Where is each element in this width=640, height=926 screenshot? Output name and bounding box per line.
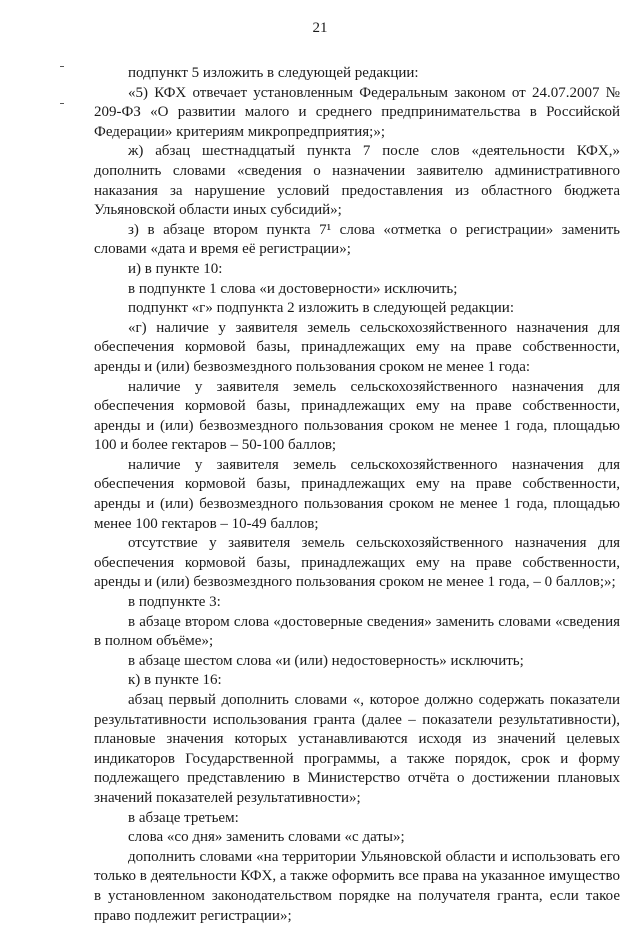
paragraph: к) в пункте 16: [128,672,222,689]
paragraph: наличие у заявителя земель сельскохозяйственного назначения для обеспечения кормовой базы, принадлежащих ему на праве собственности, аренды и (или) безвозмездного пользования сроком не менее 1 года, площадью менее 100 гектаров – 10-49 баллов; [94,456,620,532]
paragraph: в абзаце шестом слова «и (или) недостоверность» исключить; [128,652,524,669]
paragraph: и) в пункте 10: [128,260,223,277]
paragraph: отсутствие у заявителя земель сельскохозяйственного назначения для обеспечения кормовой базы, принадлежащих ему на праве собственности, аренды и (или) безвозмездного пользования сроком не менее 1 года, – 0 баллов;»; [94,535,620,591]
paragraph: «г) наличие у заявителя земель сельскохозяйственного назначения для обеспечения кормовой базы, принадлежащих ему на праве собственности, аренды и (или) безвозмездного пользования сроком не менее 1 года: [94,319,620,375]
paragraph: абзац первый дополнить словами «, которое должно содержать показатели результативности использования гранта (далее – показатели результативности), плановые значения которых устанавливаются исходя из значений целевых индикаторов Государственной программы, а также порядок, срок и форму подлежащего представлению в Министерство отчёта о достижении плановых значений показателей результативности»; [94,692,620,806]
margin-mark [60,66,64,67]
margin-mark [60,103,64,104]
paragraph: слова «со дня» заменить словами «с даты»; [128,829,405,846]
page-number: 21 [312,20,328,36]
document-body [94,64,620,926]
paragraph: подпункт 5 изложить в следующей редакции: [128,65,419,81]
paragraph: з) в абзаце втором пункта 7¹ слова «отметка о регистрации» заменить словами «дата и время её регистрации»; [94,221,620,258]
paragraph: дополнить словами «на территории Ульяновской области и использовать его только в деятельности КФХ, а также оформить все права на указанное имущество в установленном законодательством порядке на получателя гранта, если такое право подлежит регистрации»; [94,848,620,924]
paragraph: в подпункте 1 слова «и достоверности» исключить; [128,280,458,297]
paragraph: в абзаце третьем: [128,809,239,826]
paragraph: ж) абзац шестнадцатый пункта 7 после слов «деятельности КФХ,» дополнить словами «сведения о назначении заявителю административного наказания за нарушение условий предоставления из областного бюджета Ульяновской области иных субсидий»; [94,143,620,219]
paragraph: наличие у заявителя земель сельскохозяйственного назначения для обеспечения кормовой базы, принадлежащих ему на праве собственности, аренды и (или) безвозмездного пользования сроком не менее 1 года, площадью 100 и более гектаров – 50-100 баллов; [94,378,620,454]
paragraph: в абзаце втором слова «достоверные сведения» заменить словами «сведения в полном объёме»; [94,613,620,650]
paragraph: подпункт «г» подпункта 2 изложить в следующей редакции: [128,300,514,317]
paragraph: «5) КФХ отвечает установленным Федеральным законом от 24.07.2007 № 209-ФЗ «О развитии малого и среднего предпринимательства в Российской Федерации» критериям микропредприятия;»; [94,84,620,140]
paragraph: в подпункте 3: [128,594,221,611]
